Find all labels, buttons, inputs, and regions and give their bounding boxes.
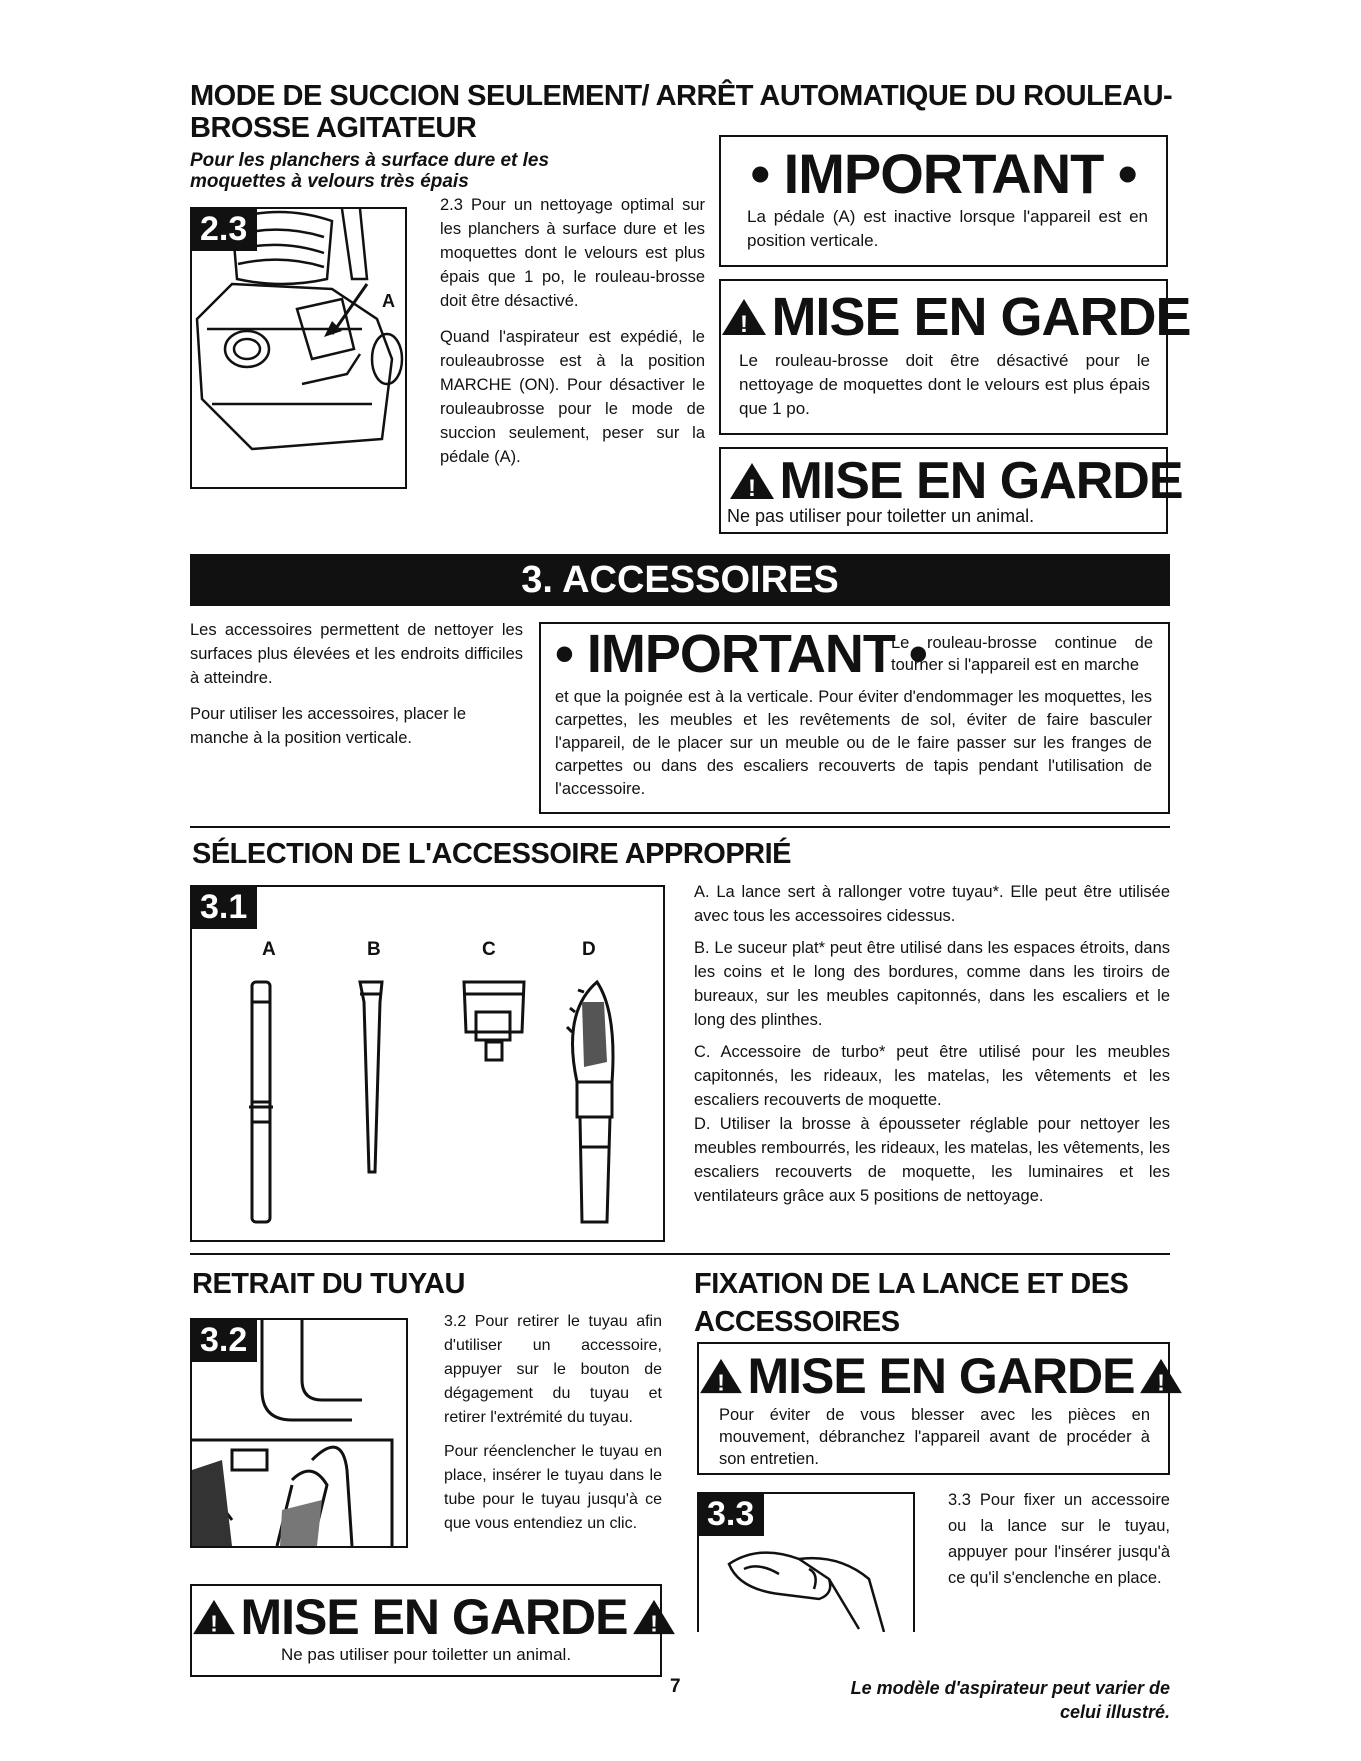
figure-badge-3-1: 3.1: [190, 885, 257, 929]
warning-title-row: [192, 1590, 660, 1644]
accessory-label-a: A: [262, 939, 276, 960]
figure-badge-2-3: 2.3: [190, 207, 257, 251]
accessory-desc-a: A. La lance sert à rallonger votre tuyau*. Elle peut être utilisée avec tous les accessoires cidessus.: [694, 883, 1170, 925]
warning-title-row: [721, 287, 1191, 347]
important-intro: Le rouleau-brosse continue de tourner si l'appareil est en marche: [891, 634, 1153, 674]
fixation-text: 3.3 Pour fixer un accessoire ou la lance sur le tuyau, appuyer pour l'insérer jusqu'à ce qu'il s'enclenche en place.: [948, 1491, 1170, 1587]
warning-icon-mark: !: [1157, 1369, 1165, 1395]
figure-3-3: [697, 1492, 915, 1632]
page-number: 7: [670, 1676, 681, 1697]
warning-icon-mark: !: [748, 475, 756, 501]
warning-text: Le rouleau-brosse doit être désactivé pour le nettoyage de moquettes dont le velours est plus épais que 1 po.: [739, 351, 1150, 418]
important-text: La pédale (A) est inactive lorsque l'appareil est en position verticale.: [747, 207, 1148, 250]
accessory-label-d: D: [582, 939, 596, 960]
footer-note-line-2: celui illustré.: [1059, 1702, 1170, 1722]
figure-badge-3-2: 3.2: [190, 1318, 257, 1362]
warning-triangle-icon: [192, 1598, 236, 1636]
accessories-illustration: [232, 972, 652, 1232]
fixation-heading-line-2: ACCESSOIRES: [694, 1306, 900, 1338]
heading-line-1: MODE DE SUCCION SEULEMENT/ ARRÊT AUTOMATIQUE DU ROULEAU-: [190, 80, 1173, 112]
important-box-roller: [539, 622, 1170, 814]
figure-3-2: [190, 1318, 408, 1548]
paragraph-2-3: 2.3 Pour un nettoyage optimal sur les planchers à surface dure et les moquettes dont le velours est plus épais que 1 po, le rouleau-brosse doit être désactivé.: [440, 196, 705, 310]
accessory-label-b: B: [367, 939, 381, 960]
retrait-paragraph-2: Pour réenclencher le tuyau en place, insérer le tuyau dans le tube pour le tuyau jusqu'à ce que vous entendiez un clic.: [444, 1443, 662, 1532]
warning-text: Ne pas utiliser pour toiletter un animal.: [280, 1645, 572, 1664]
warning-triangle-icon: [721, 297, 767, 337]
warning-icon-mark: !: [650, 1610, 658, 1636]
divider-1: [190, 826, 1170, 828]
important-box-pedal: [719, 135, 1168, 267]
warning-title: MISE EN GARDE: [779, 452, 1183, 510]
accessory-desc-b: B. Le suceur plat* peut être utilisé dans les espaces étroits, dans les coins et le long des bordures, comme dans les tiroirs de bureaux, sur les meubles capitonnés, dans les escaliers et le long des plinthes.: [694, 939, 1170, 1029]
paragraph-shipping: Quand l'aspirateur est expédié, le rouleaubrosse est à la position MARCHE (ON). Pour désactiver le rouleaubrosse pour le mode de succion seulement, peser sur la pédale (A).: [440, 328, 705, 466]
important-title: • IMPORTANT •: [750, 142, 1137, 205]
warning-box-unplug: [697, 1342, 1170, 1475]
footer-note-line-1: Le modèle d'aspirateur peut varier de: [850, 1678, 1170, 1698]
warning-box-animal-2: [190, 1584, 662, 1677]
divider-2: [190, 1253, 1170, 1255]
fixation-heading: [694, 1268, 1170, 1338]
turbo-tool-icon: [464, 982, 524, 1032]
selection-heading: SÉLECTION DE L'ACCESSOIRE APPROPRIÉ: [192, 838, 792, 870]
warning-title: MISE EN GARDE: [747, 1348, 1135, 1404]
heading-line-2: BROSSE AGITATEUR: [190, 112, 477, 144]
top-text-column: [440, 193, 705, 469]
warning-text: Ne pas utiliser pour toiletter un animal.: [727, 506, 1035, 526]
subtitle-line-1: Pour les planchers à surface dure et les: [190, 150, 550, 171]
warning-title: MISE EN GARDE: [240, 1589, 628, 1645]
warning-icon-mark: !: [210, 1610, 218, 1636]
accessory-desc-c: C. Accessoire de turbo* peut être utilisé pour les meubles capitonnés, les rideaux, les matelas, les vêtements et les escaliers recouverts de moquette.: [694, 1043, 1170, 1109]
crevice-tool-icon: [360, 982, 382, 1172]
warning-icon-mark: !: [717, 1369, 725, 1395]
retrait-text: [444, 1310, 662, 1536]
important-text: et que la poignée est à la verticale. Pour éviter d'endommager les moquettes, les carpettes, les meubles et les revêtements de sol, éviter de faire basculer l'appareil, de le placer sur un meuble ou de le faire passer sur les franges de carpettes ou dans des escaliers recouverts de tapis pendant l'utilisation de l'accessoire.: [555, 688, 1152, 798]
accessories-paragraph-2: Pour utiliser les accessoires, placer le manche à la position verticale.: [190, 705, 467, 747]
warning-box-roller: [719, 279, 1191, 435]
section-subtitle: [190, 150, 650, 192]
figure-badge-3-3: 3.3: [697, 1492, 764, 1536]
retrait-heading: RETRAIT DU TUYAU: [192, 1268, 465, 1300]
important-title: • IMPORTANT •: [555, 624, 927, 684]
subtitle-line-2: moquettes à velours très épais: [190, 171, 469, 192]
accessory-label-c: C: [482, 939, 496, 960]
figure-label-a: A: [382, 291, 395, 311]
footer-note: [700, 1676, 1170, 1724]
warning-triangle-icon-right: [632, 1598, 676, 1636]
attach-accessory-illustration: [719, 1534, 909, 1632]
figure-3-1: [190, 885, 665, 1242]
warning-title: MISE EN GARDE: [771, 287, 1191, 347]
important-title-row: [541, 624, 1168, 682]
warning-title-row: [729, 452, 1183, 510]
warning-box-animal: [719, 447, 1183, 534]
accessories-intro: [190, 618, 523, 750]
warning-text: Pour éviter de vous blesser avec les pièces en mouvement, débranchez l'appareil avant de procéder à son entretien.: [719, 1406, 1150, 1468]
fixation-heading-line-1: FIXATION DE LA LANCE ET DES: [694, 1268, 1129, 1300]
warning-triangle-icon-right: [1139, 1357, 1183, 1395]
warning-triangle-icon: [699, 1357, 743, 1395]
warning-title-row: [699, 1348, 1168, 1404]
retrait-paragraph-1: 3.2 Pour retirer le tuyau afin d'utiliser un accessoire, appuyer sur le bouton de dégagement du tuyau et retirer l'extrémité du tuyau.: [444, 1313, 662, 1426]
section-bar-accessoires: 3. ACCESSOIRES: [190, 554, 1170, 606]
accessory-descriptions: [694, 880, 1170, 1208]
warning-icon-mark: !: [740, 311, 748, 337]
warning-triangle-icon: [729, 461, 775, 501]
accessories-paragraph-1: Les accessoires permettent de nettoyer les surfaces plus élevées et les endroits difficiles à atteindre.: [190, 621, 523, 687]
accessory-desc-d: D. Utiliser la brosse à épousseter réglable pour nettoyer les meubles rembourrés, les rideaux, les matelas, les vêtements, les escaliers recouverts de moquette, les luminaires et les ventilateurs grâce aux 5 positions de nettoyage.: [694, 1115, 1170, 1205]
figure-2-3: [190, 207, 407, 489]
